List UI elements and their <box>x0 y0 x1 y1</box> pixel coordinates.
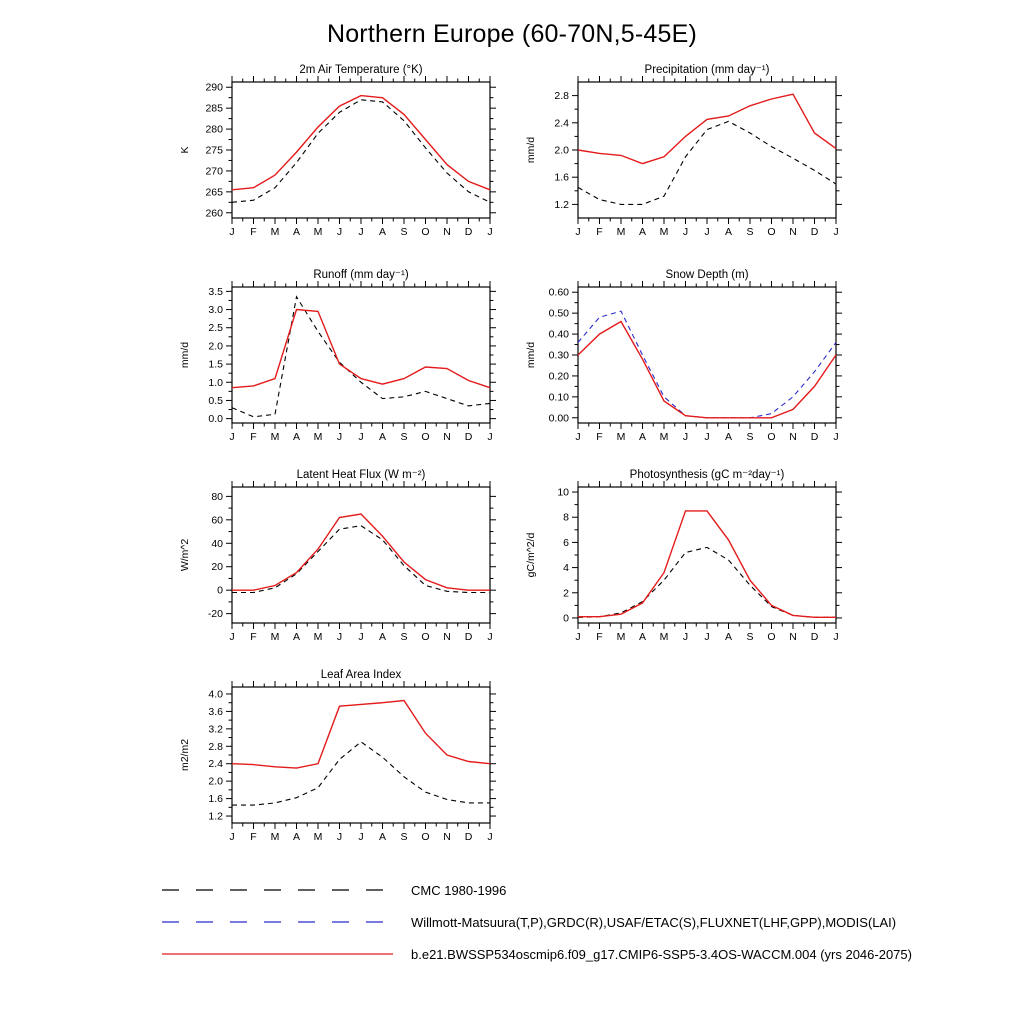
svg-text:J: J <box>229 431 235 443</box>
svg-text:2m Air Temperature (°K): 2m Air Temperature (°K) <box>299 64 423 76</box>
svg-text:3.5: 3.5 <box>208 285 223 298</box>
svg-text:0.5: 0.5 <box>208 394 223 407</box>
svg-text:O: O <box>421 226 430 238</box>
svg-text:0.60: 0.60 <box>548 286 569 299</box>
chart-svg-snow-depth <box>478 265 850 443</box>
svg-text:A: A <box>378 431 387 443</box>
svg-text:3.0: 3.0 <box>208 304 223 317</box>
svg-text:S: S <box>400 831 408 843</box>
svg-text:2.4: 2.4 <box>554 117 569 130</box>
svg-text:280: 280 <box>205 123 223 136</box>
svg-text:mm/d: mm/d <box>179 341 191 369</box>
svg-text:D: D <box>810 226 819 238</box>
chart-svg-leaf-area-index <box>132 665 504 843</box>
figure-title: Northern Europe (60-70N,5-45E) <box>326 20 698 48</box>
legend-item-model <box>160 938 912 970</box>
svg-text:J: J <box>487 831 493 843</box>
svg-text:J: J <box>704 431 710 443</box>
svg-text:J: J <box>575 431 581 443</box>
svg-text:S: S <box>400 431 408 443</box>
svg-text:S: S <box>400 631 408 643</box>
svg-text:M: M <box>270 631 280 643</box>
svg-text:J: J <box>682 631 689 643</box>
svg-text:mm/d: mm/d <box>525 136 537 164</box>
svg-text:8: 8 <box>563 511 569 524</box>
svg-text:M: M <box>313 631 323 643</box>
svg-text:N: N <box>443 831 451 843</box>
svg-text:60: 60 <box>211 514 223 527</box>
chart-runoff <box>132 265 504 448</box>
svg-text:0.40: 0.40 <box>548 328 569 341</box>
svg-text:Snow Depth (m): Snow Depth (m) <box>665 269 749 281</box>
svg-text:J: J <box>358 831 364 843</box>
svg-text:0.10: 0.10 <box>548 391 569 404</box>
svg-text:Latent Heat Flux (W m⁻²): Latent Heat Flux (W m⁻²) <box>296 469 426 481</box>
svg-text:F: F <box>250 226 257 238</box>
svg-text:2.0: 2.0 <box>208 340 223 353</box>
svg-text:J: J <box>575 226 581 238</box>
svg-text:m2/m2: m2/m2 <box>179 738 191 772</box>
svg-text:A: A <box>724 226 733 238</box>
svg-text:275: 275 <box>205 144 223 157</box>
svg-text:J: J <box>358 226 364 238</box>
svg-text:A: A <box>292 631 301 643</box>
svg-text:1.2: 1.2 <box>208 810 223 823</box>
svg-text:M: M <box>659 226 669 238</box>
svg-text:O: O <box>421 631 430 643</box>
legend-line-dashed-black-icon <box>160 884 395 896</box>
svg-text:M: M <box>659 431 669 443</box>
svg-text:O: O <box>767 226 776 238</box>
svg-text:N: N <box>789 226 797 238</box>
svg-text:J: J <box>487 631 493 643</box>
svg-text:A: A <box>378 831 387 843</box>
chart-svg-runoff <box>132 265 504 443</box>
svg-text:M: M <box>313 226 323 238</box>
svg-text:2.8: 2.8 <box>208 740 223 753</box>
svg-text:J: J <box>336 631 343 643</box>
svg-text:2: 2 <box>563 587 569 600</box>
svg-text:J: J <box>833 431 839 443</box>
svg-text:4.0: 4.0 <box>208 688 223 701</box>
legend-label-obs: Willmott-Matsuura(T,P),GRDC(R),USAF/ETAC(S),FLUXNET(LHF,GPP),MODIS(LAI) <box>411 914 897 930</box>
svg-text:A: A <box>638 631 647 643</box>
svg-text:O: O <box>767 431 776 443</box>
svg-text:1.5: 1.5 <box>208 358 223 371</box>
svg-text:S: S <box>400 226 408 238</box>
chart-svg-photosynthesis <box>478 465 850 643</box>
svg-text:J: J <box>358 631 364 643</box>
svg-text:N: N <box>443 631 451 643</box>
svg-text:J: J <box>336 831 343 843</box>
svg-text:W/m^2: W/m^2 <box>179 538 191 572</box>
svg-text:10: 10 <box>557 486 569 499</box>
svg-text:F: F <box>596 631 603 643</box>
svg-text:gC/m^2/d: gC/m^2/d <box>525 532 537 578</box>
chart-snow-depth <box>478 265 850 448</box>
svg-text:J: J <box>229 631 235 643</box>
svg-text:J: J <box>704 631 710 643</box>
svg-text:M: M <box>616 631 626 643</box>
svg-text:0: 0 <box>563 612 569 625</box>
svg-text:D: D <box>464 631 473 643</box>
svg-text:A: A <box>724 631 733 643</box>
svg-text:80: 80 <box>211 490 223 503</box>
svg-text:Runoff (mm day⁻¹): Runoff (mm day⁻¹) <box>313 269 409 281</box>
svg-text:N: N <box>789 631 797 643</box>
svg-text:J: J <box>833 631 839 643</box>
svg-text:M: M <box>616 431 626 443</box>
svg-text:-20: -20 <box>207 608 223 621</box>
chart-svg-precipitation <box>478 60 850 238</box>
svg-text:0.30: 0.30 <box>548 349 569 362</box>
svg-text:M: M <box>313 831 323 843</box>
svg-text:S: S <box>746 226 754 238</box>
svg-text:A: A <box>638 431 647 443</box>
svg-text:M: M <box>270 226 280 238</box>
svg-text:2.0: 2.0 <box>208 775 223 788</box>
svg-text:J: J <box>682 226 689 238</box>
svg-text:0.50: 0.50 <box>548 307 569 320</box>
svg-text:S: S <box>746 631 754 643</box>
svg-text:M: M <box>313 431 323 443</box>
svg-text:0.0: 0.0 <box>208 413 223 426</box>
svg-text:0.00: 0.00 <box>548 412 569 425</box>
svg-text:J: J <box>229 831 235 843</box>
svg-text:J: J <box>575 631 581 643</box>
legend-item-cmc <box>160 874 912 906</box>
svg-text:O: O <box>421 831 430 843</box>
legend-line-dashed-blue-icon <box>160 916 395 928</box>
svg-text:D: D <box>810 431 819 443</box>
chart-svg-latent-heat-flux <box>132 465 504 643</box>
svg-text:1.2: 1.2 <box>554 198 569 211</box>
svg-text:285: 285 <box>205 102 223 115</box>
svg-text:A: A <box>378 226 387 238</box>
svg-text:2.0: 2.0 <box>554 144 569 157</box>
svg-text:D: D <box>464 431 473 443</box>
svg-text:N: N <box>789 431 797 443</box>
chart-photosynthesis <box>478 465 850 648</box>
svg-text:6: 6 <box>563 536 569 549</box>
svg-text:Photosynthesis (gC m⁻²day⁻¹): Photosynthesis (gC m⁻²day⁻¹) <box>629 469 785 481</box>
svg-text:J: J <box>833 226 839 238</box>
svg-text:F: F <box>250 831 257 843</box>
svg-text:270: 270 <box>205 165 223 178</box>
svg-text:20: 20 <box>211 561 223 574</box>
svg-text:J: J <box>229 226 235 238</box>
chart-precipitation <box>478 60 850 243</box>
svg-text:J: J <box>682 431 689 443</box>
svg-text:J: J <box>487 431 493 443</box>
svg-text:1.0: 1.0 <box>208 376 223 389</box>
svg-text:F: F <box>596 226 603 238</box>
svg-text:N: N <box>443 431 451 443</box>
svg-text:Precipitation (mm day⁻¹): Precipitation (mm day⁻¹) <box>644 64 770 76</box>
chart-leaf-area-index <box>132 665 504 848</box>
svg-text:K: K <box>179 146 191 154</box>
svg-text:F: F <box>250 631 257 643</box>
svg-text:A: A <box>724 431 733 443</box>
svg-text:M: M <box>659 631 669 643</box>
svg-text:1.6: 1.6 <box>554 171 569 184</box>
svg-text:A: A <box>292 831 301 843</box>
chart-svg-air-temperature <box>132 60 504 238</box>
legend <box>160 874 912 970</box>
svg-text:D: D <box>464 226 473 238</box>
svg-text:A: A <box>292 226 301 238</box>
svg-text:40: 40 <box>211 537 223 550</box>
chart-latent-heat-flux <box>132 465 504 648</box>
svg-text:2.8: 2.8 <box>554 90 569 103</box>
svg-text:J: J <box>336 431 343 443</box>
svg-text:1.6: 1.6 <box>208 793 223 806</box>
svg-text:J: J <box>487 226 493 238</box>
svg-text:mm/d: mm/d <box>525 341 537 369</box>
svg-text:D: D <box>464 831 473 843</box>
svg-text:A: A <box>292 431 301 443</box>
svg-text:O: O <box>767 631 776 643</box>
svg-text:290: 290 <box>205 81 223 94</box>
svg-text:0: 0 <box>217 584 223 597</box>
chart-air-temperature <box>132 60 504 243</box>
svg-text:F: F <box>250 431 257 443</box>
svg-text:260: 260 <box>205 207 223 220</box>
svg-text:J: J <box>704 226 710 238</box>
svg-text:3.6: 3.6 <box>208 705 223 718</box>
svg-text:A: A <box>378 631 387 643</box>
legend-item-obs <box>160 906 912 938</box>
legend-label-cmc: CMC 1980-1996 <box>411 882 507 898</box>
svg-text:Leaf Area Index: Leaf Area Index <box>320 669 402 681</box>
svg-text:4: 4 <box>563 562 569 575</box>
svg-text:O: O <box>421 431 430 443</box>
svg-text:M: M <box>270 431 280 443</box>
svg-text:J: J <box>358 431 364 443</box>
svg-text:2.4: 2.4 <box>208 758 223 771</box>
svg-text:265: 265 <box>205 186 223 199</box>
svg-text:2.5: 2.5 <box>208 322 223 335</box>
svg-text:M: M <box>270 831 280 843</box>
legend-label-model: b.e21.BWSSP534oscmip6.f09_g17.CMIP6-SSP5-3.4OS-WACCM.004 (yrs 2046-2075) <box>411 946 912 962</box>
svg-text:J: J <box>336 226 343 238</box>
svg-text:N: N <box>443 226 451 238</box>
svg-text:F: F <box>596 431 603 443</box>
svg-text:D: D <box>810 631 819 643</box>
svg-text:M: M <box>616 226 626 238</box>
svg-text:3.2: 3.2 <box>208 723 223 736</box>
legend-line-solid-red-icon <box>160 948 395 960</box>
svg-text:A: A <box>638 226 647 238</box>
svg-text:S: S <box>746 431 754 443</box>
svg-text:0.20: 0.20 <box>548 370 569 383</box>
